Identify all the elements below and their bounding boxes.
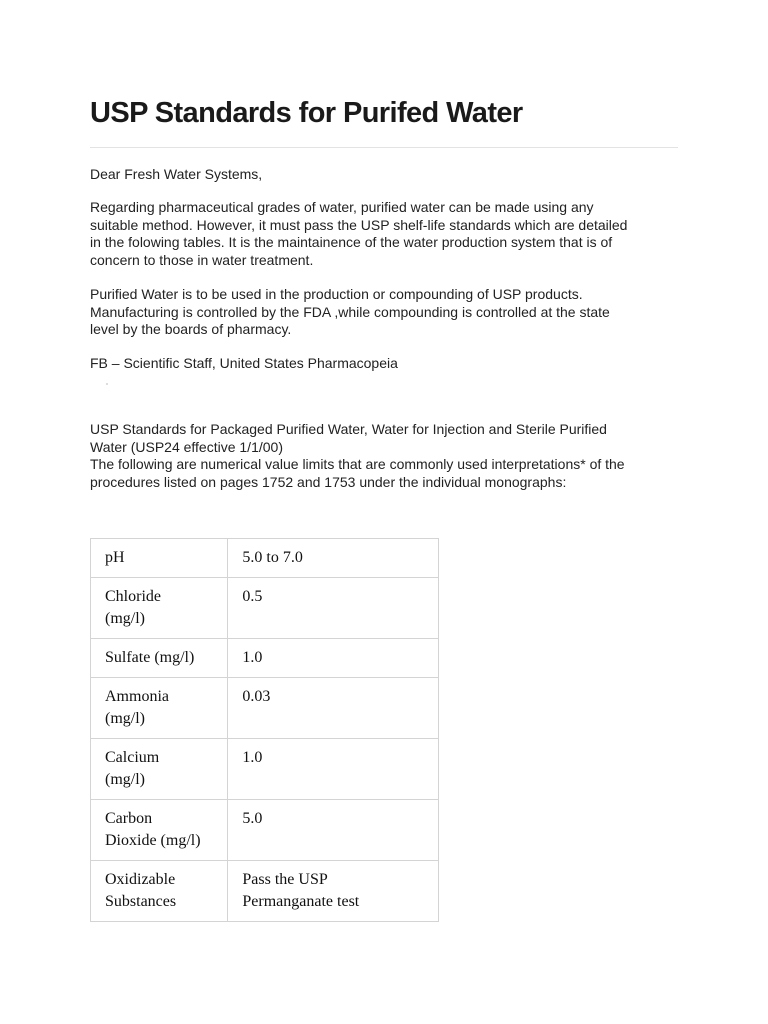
- parameter-text: Sulfate (mg/l): [105, 649, 195, 666]
- signature-text: FB – Scientific Staff, United States Pharmacopeia: [90, 355, 398, 371]
- greeting-text: Dear Fresh Water Systems,: [90, 166, 263, 182]
- value-cell: [228, 800, 439, 861]
- parameter-cell: [91, 678, 228, 739]
- value-text: Permanganate test: [242, 893, 360, 910]
- paragraph-2-line: Manufacturing is controlled by the FDA ,while compounding is controlled at the state: [90, 303, 610, 320]
- standards-intro-line: USP Standards for Packaged Purified Water, Water for Injection and Sterile Purified: [90, 421, 607, 437]
- value-cell: [228, 578, 439, 639]
- page-title: USP Standards for Purifed Water: [90, 97, 523, 129]
- table-row: [91, 639, 439, 678]
- parameter-cell: [91, 861, 228, 922]
- parameter-text: pH: [105, 549, 125, 566]
- paragraph-2-line: Purified Water is to be used in the production or compounding of USP products.: [90, 286, 583, 302]
- standards-intro-line: Water (USP24 effective 1/1/00): [90, 438, 283, 455]
- value-cell: [228, 639, 439, 678]
- parameter-text: (mg/l): [105, 771, 145, 788]
- standards-intro-line: The following are numerical value limits that are commonly used interpretations* of the: [90, 456, 625, 472]
- value-text: 0.03: [242, 688, 271, 705]
- value-cell: [228, 739, 439, 800]
- table-row: [91, 739, 439, 800]
- value-text: 1.0: [242, 749, 263, 766]
- title-divider: [90, 147, 678, 148]
- paragraph-1-line: concern to those in water treatment.: [90, 251, 314, 268]
- value-text: Pass the USP: [242, 871, 328, 888]
- usp-standards-table: [90, 538, 439, 922]
- parameter-text: Chloride: [105, 588, 161, 605]
- parameter-cell: [91, 578, 228, 639]
- value-text: 1.0: [242, 649, 263, 666]
- parameter-text: (mg/l): [105, 610, 145, 627]
- parameter-cell: [91, 800, 228, 861]
- letter-paragraph-2: [90, 286, 680, 339]
- standards-intro-line: procedures listed on pages 1752 and 1753 under the individual monographs:: [90, 473, 567, 490]
- parameter-text: Oxidizable: [105, 871, 176, 888]
- paragraph-2-line: level by the boards of pharmacy.: [90, 321, 292, 337]
- paragraph-1-line: in the folowing tables. It is the maintainence of the water production system that is of: [90, 234, 613, 250]
- parameter-text: Carbon: [105, 810, 153, 827]
- parameter-text: Substances: [105, 893, 177, 910]
- letter-greeting: [90, 166, 680, 184]
- table-row: [91, 578, 439, 639]
- parameter-cell: [91, 639, 228, 678]
- stray-mark: [106, 383, 108, 385]
- table-row: [91, 861, 439, 922]
- table-row: [91, 678, 439, 739]
- value-cell: [228, 678, 439, 739]
- value-text: 0.5: [242, 588, 263, 605]
- parameter-text: (mg/l): [105, 710, 145, 727]
- standards-intro: [90, 421, 680, 491]
- table-row: [91, 539, 439, 578]
- letter-signature: [90, 355, 680, 373]
- parameter-text: Dioxide (mg/l): [105, 832, 201, 849]
- letter-paragraph-1: [90, 199, 680, 269]
- paragraph-1-line: Regarding pharmaceutical grades of water, purified water can be made using any: [90, 199, 594, 215]
- parameter-text: Ammonia: [105, 688, 169, 705]
- value-text: 5.0 to 7.0: [242, 549, 303, 566]
- parameter-cell: [91, 739, 228, 800]
- parameter-text: Calcium: [105, 749, 160, 766]
- value-cell: [228, 539, 439, 578]
- value-cell: [228, 861, 439, 922]
- paragraph-1-line: suitable method. However, it must pass the USP shelf-life standards which are detailed: [90, 216, 628, 233]
- value-text: 5.0: [242, 810, 263, 827]
- parameter-cell: [91, 539, 228, 578]
- table-row: [91, 800, 439, 861]
